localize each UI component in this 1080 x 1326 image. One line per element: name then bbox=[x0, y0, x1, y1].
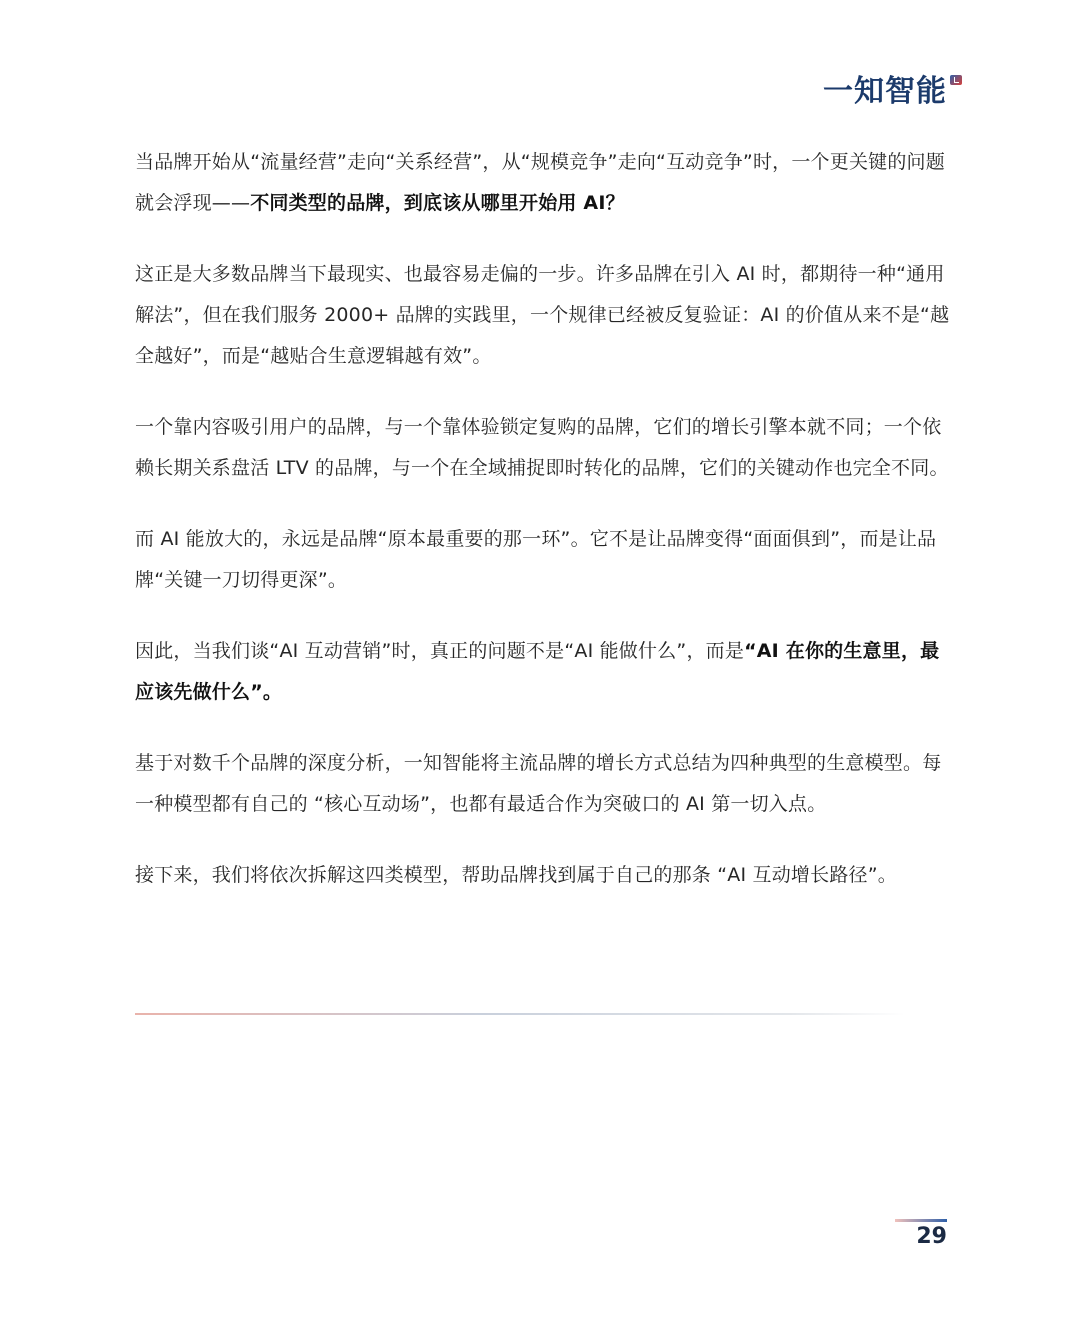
brand-logo bbox=[823, 72, 962, 112]
paragraph-5 bbox=[135, 631, 950, 713]
paragraph-4-text: 而 AI 能放大的，永远是品牌“原本最重要的那一环”。它不是让品牌变得“面面俱到”，而是让品牌“关键一刀切得更深”。 bbox=[135, 528, 937, 591]
paragraph-7 bbox=[135, 855, 950, 896]
paragraph-7-text: 接下来，我们将依次拆解这四类模型，帮助品牌找到属于自己的那条 “AI 互动增长路径”。 bbox=[135, 864, 897, 886]
paragraph-1-bold: 不同类型的品牌，到底该从哪里开始用 AI？ bbox=[250, 192, 625, 214]
paragraph-4 bbox=[135, 519, 950, 601]
page-number: 29 bbox=[916, 1224, 947, 1249]
paragraph-1 bbox=[135, 142, 950, 224]
paragraph-3 bbox=[135, 407, 950, 489]
paragraph-6 bbox=[135, 743, 950, 825]
paragraph-6-text: 基于对数千个品牌的深度分析，一知智能将主流品牌的增长方式总结为四种典型的生意模型。每一种模型都有自己的 “核心互动场”，也都有最适合作为突破口的 AI 第一切入点。 bbox=[135, 752, 942, 815]
article-body bbox=[135, 142, 950, 926]
logo-mark-icon bbox=[950, 75, 962, 85]
logo-text: 一知智能 bbox=[823, 74, 947, 109]
paragraph-5-text: 因此，当我们谈“AI 互动营销”时，真正的问题不是“AI 能做什么”，而是 bbox=[135, 640, 745, 662]
paragraph-3-text: 一个靠内容吸引用户的品牌，与一个靠体验锁定复购的品牌，它们的增长引擎本就不同；一个依赖长期关系盘活 LTV 的品牌，与一个在全域捕捉即时转化的品牌，它们的关键动作也完全不同。 bbox=[135, 416, 949, 479]
paragraph-1-text: 当品牌开始从“流量经营”走向“关系经营”，从“规模竞争”走向“互动竞争”时，一个更关键的问题就会浮现—— bbox=[135, 151, 945, 214]
paragraph-2-text: 这正是大多数品牌当下最现实、也最容易走偏的一步。许多品牌在引入 AI 时，都期待一种“通用解法”，但在我们服务 2000+ 品牌的实践里，一个规律已经被反复验证：AI 的价值从来不是“越全越好”，而是“越贴合生意逻辑越有效”。 bbox=[135, 263, 950, 367]
paragraph-5-bold: “AI 在你的生意里，最应该先做什么”。 bbox=[135, 640, 940, 703]
section-divider bbox=[135, 1013, 905, 1015]
paragraph-2 bbox=[135, 254, 950, 377]
